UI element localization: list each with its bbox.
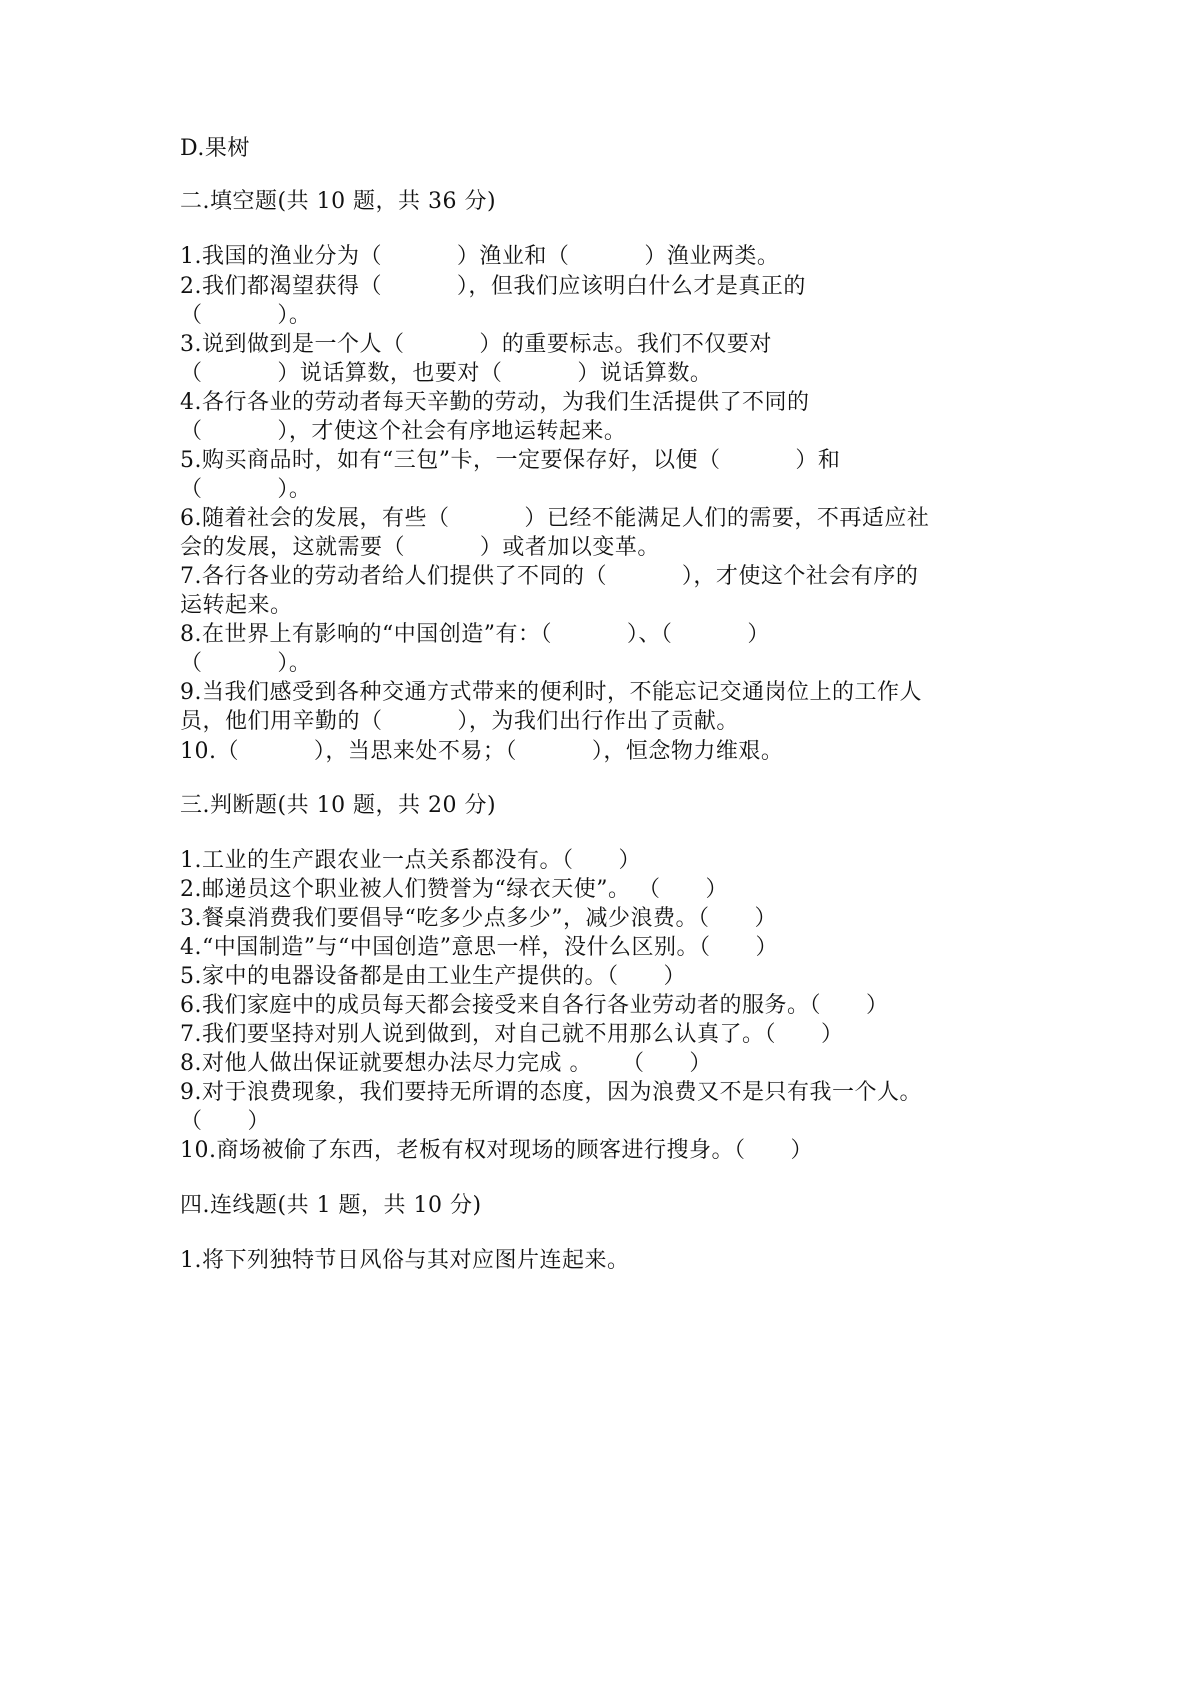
tf-q3: 3.餐桌消费我们要倡导“吃多少点多少”，减少浪费。（ ）	[180, 906, 777, 931]
fill-q4-line2: （ ），才使这个社会有序地运转起来。	[180, 419, 627, 444]
fill-q9-line2: 员，他们用辛勤的（ ），为我们出行作出了贡献。	[180, 709, 739, 734]
tf-q1: 1.工业的生产跟农业一点关系都没有。（ ）	[180, 848, 641, 873]
fill-q7-line2: 运转起来。	[180, 593, 293, 618]
tf-q5: 5.家中的电器设备都是由工业生产提供的。（ ）	[180, 964, 686, 989]
tf-q2: 2.邮递员这个职业被人们赞誉为“绿衣天使”。 （ ）	[180, 877, 728, 902]
fill-q1: 1.我国的渔业分为（ ）渔业和（ ）渔业两类。	[180, 244, 780, 269]
fill-q6-line1: 6.随着社会的发展，有些（ ）已经不能满足人们的需要，不再适应社	[180, 506, 930, 531]
tf-q10: 10.商场被偷了东西，老板有权对现场的顾客进行搜身。（ ）	[180, 1138, 813, 1163]
tf-q6: 6.我们家庭中的成员每天都会接受来自各行各业劳动者的服务。（ ）	[180, 993, 889, 1018]
section-matching-title: 四.连线题(共 1 题，共 10 分)	[180, 1193, 482, 1218]
fill-q7-line1: 7.各行各业的劳动者给人们提供了不同的（ ），才使这个社会有序的	[180, 564, 919, 589]
tf-q4: 4.“中国制造”与“中国创造”意思一样，没什么区别。（ ）	[180, 935, 778, 960]
tf-q7: 7.我们要坚持对别人说到做到，对自己就不用那么认真了。（ ）	[180, 1022, 844, 1047]
fill-q8-line2: （ ）。	[180, 651, 312, 676]
fill-q9-line1: 9.当我们感受到各种交通方式带来的便利时，不能忘记交通岗位上的工作人	[180, 680, 922, 705]
fill-q6-line2: 会的发展，这就需要（ ）或者加以变革。	[180, 535, 660, 560]
fill-q10: 10.（ ），当思来处不易；（ ），恒念物力维艰。	[180, 739, 784, 764]
section-true-false-title: 三.判断题(共 10 题，共 20 分)	[180, 793, 497, 818]
tf-q9-line1: 9.对于浪费现象，我们要持无所谓的态度，因为浪费又不是只有我一个人。	[180, 1080, 922, 1105]
fill-q2-line2: （ ）。	[180, 303, 312, 328]
section-fill-blank-title: 二.填空题(共 10 题，共 36 分)	[180, 189, 497, 214]
fill-q2-line1: 2.我们都渴望获得（ ），但我们应该明白什么才是真正的	[180, 274, 806, 299]
fill-q5-line1: 5.购买商品时，如有“三包”卡，一定要保存好，以便（ ）和	[180, 448, 841, 473]
option-d: D.果树	[180, 136, 250, 161]
fill-q4-line1: 4.各行各业的劳动者每天辛勤的劳动，为我们生活提供了不同的	[180, 390, 810, 415]
tf-q9-line2: （ ）	[180, 1109, 270, 1134]
matching-q1: 1.将下列独特节日风俗与其对应图片连起来。	[180, 1248, 630, 1273]
tf-q8: 8.对他人做出保证就要想办法尽力完成 。 （ ）	[180, 1051, 712, 1076]
fill-q3-line2: （ ）说话算数，也要对（ ）说话算数。	[180, 361, 713, 386]
fill-q5-line2: （ ）。	[180, 477, 312, 502]
fill-q3-line1: 3.说到做到是一个人（ ）的重要标志。我们不仅要对	[180, 332, 772, 357]
fill-q8-line1: 8.在世界上有影响的“中国创造”有：（ ）、（ ）	[180, 622, 770, 647]
